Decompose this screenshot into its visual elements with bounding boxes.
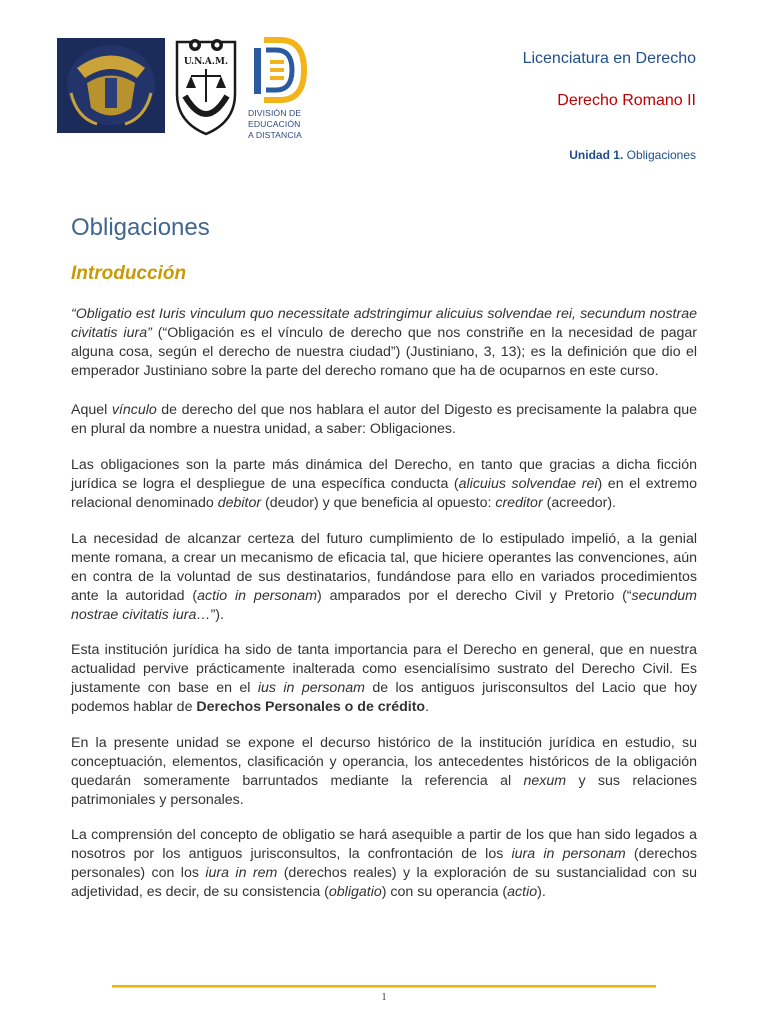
text-run: (deudor) y que beneficia al opuesto:: [261, 495, 496, 511]
text-run: ) en el extremo relacional denominado: [71, 476, 697, 511]
escudo-text: U.N.A.M.: [183, 57, 229, 67]
italic-term: obligatio: [328, 884, 382, 900]
text-run: ”).: [210, 607, 224, 623]
italic-term: creditor: [495, 495, 543, 511]
unit-label: [569, 148, 696, 162]
paragraph-3: [71, 456, 697, 513]
unit-name: Obligaciones: [626, 148, 696, 162]
ded-text-line: DIVISIÓN DE: [248, 108, 302, 118]
italic-term: actio in personam: [197, 588, 318, 604]
ded-logo-text: [248, 108, 318, 141]
footer-divider-shadow: [112, 987, 656, 988]
text-run: Las obligaciones son la parte más dinámica del Derecho, en tanto que gracias a dicha ficción jurídica se logra el despliegue de una específica conducta (: [71, 457, 697, 492]
ded-logo: [246, 36, 308, 106]
paragraph-2: [71, 401, 697, 439]
text-run: de derecho del que nos hablara el autor del Digesto es precisamente la palabra que en plural da nombre a nuestra unidad, a saber: Obligaciones.: [71, 402, 697, 437]
section-heading: Introducción: [71, 263, 187, 284]
ded-text-line: A DISTANCIA: [248, 130, 302, 140]
text-run: (acreedor).: [542, 495, 616, 511]
subject-name: Derecho Romano II: [557, 92, 696, 109]
unit-number: Unidad 1.: [569, 148, 624, 162]
italic-term: iura in personam: [511, 846, 626, 862]
text-run: (derechos personales) con los: [71, 846, 697, 881]
bold-term: Derechos Personales o de crédito: [196, 699, 426, 715]
unam-crest-logo: [57, 38, 165, 133]
text-run: La comprensión del concepto de obligatio se hará asequible a partir de los que han sido legados a nosotros por los antiguos jurisconsultos, la confrontación de los: [71, 827, 697, 862]
text-run: En la presente unidad se expone el decurso histórico de la institución jurídica en estudio, su conceptuación, elementos, clasificación y operancia, los antecedentes históricos de la obligación quedarán someramente barruntados mediante la referencia al: [71, 735, 697, 789]
italic-term: iura in rem: [205, 865, 278, 881]
page-number: 1: [381, 992, 387, 1003]
paragraph-6: [71, 734, 697, 810]
text-run: (derechos reales) y la exploración de su sustancialidad con su adjetividad, es decir, de su consistencia (: [71, 865, 697, 900]
italic-term: nexum: [523, 773, 567, 789]
italic-term: secundum nostrae civitatis iura…: [71, 588, 697, 623]
text-run: ) amparados por el derecho Civil y Pretorio (“: [317, 588, 632, 604]
page-title: Obligaciones: [71, 214, 210, 241]
paragraph-7: [71, 826, 697, 902]
italic-term: vínculo: [111, 402, 157, 418]
program-name: Licenciatura en Derecho: [522, 50, 696, 67]
text-run: y sus relaciones patrimoniales y personales.: [71, 773, 697, 808]
italic-term: ius in personam: [257, 680, 365, 696]
text-run: Esta institución jurídica ha sido de tanta importancia para el Derecho en general, que en nuestra actualidad pervive prácticamente inalterada como esencialísimo sustrato del Derecho Civil. Es justamente con base en el: [71, 642, 697, 696]
italic-term: debitor: [217, 495, 262, 511]
text-run: .: [425, 699, 430, 715]
text-run: ) con su operancia (: [381, 884, 508, 900]
escudo-facultad-derecho-logo: [171, 36, 241, 136]
italic-term: actio: [507, 884, 538, 900]
ded-text-line: EDUCACIÓN: [248, 119, 301, 129]
italic-term: alicuius solvendae rei: [458, 476, 598, 492]
text-run: La necesidad de alcanzar certeza del futuro cumplimiento de lo estipulado impelió, a la genial mente romana, a crear un mecanismo de eficacia tal, que hiciere operantes las convenciones, aún en contra de la voluntad de sus destinatarios, fundándose para ello en variados procedimientos ante la autoridad (: [71, 531, 697, 604]
paragraph-4: [71, 530, 697, 625]
latin-quote: “Obligatio est Iuris vinculum quo necessitate adstringimur alicuius solvendae rei, secundum nostrae civitatis iura”: [71, 306, 697, 341]
paragraph-1: [71, 305, 697, 381]
text-run: (“Obligación es el vínculo de derecho que nos constriñe en la necesidad de pagar alguna cosa, según el derecho de nuestra ciudad”) (Justiniano, 3, 13); es la definición que dio el emperador Justiniano sobre la parte del derecho romano que ha de ocuparnos en este curso.: [71, 325, 697, 379]
text-run: ).: [537, 884, 546, 900]
paragraph-5: [71, 641, 697, 717]
text-run: de los antiguos jurisconsultos del Lacio que hoy podemos hablar de: [71, 680, 697, 715]
text-run: Aquel: [71, 402, 112, 418]
